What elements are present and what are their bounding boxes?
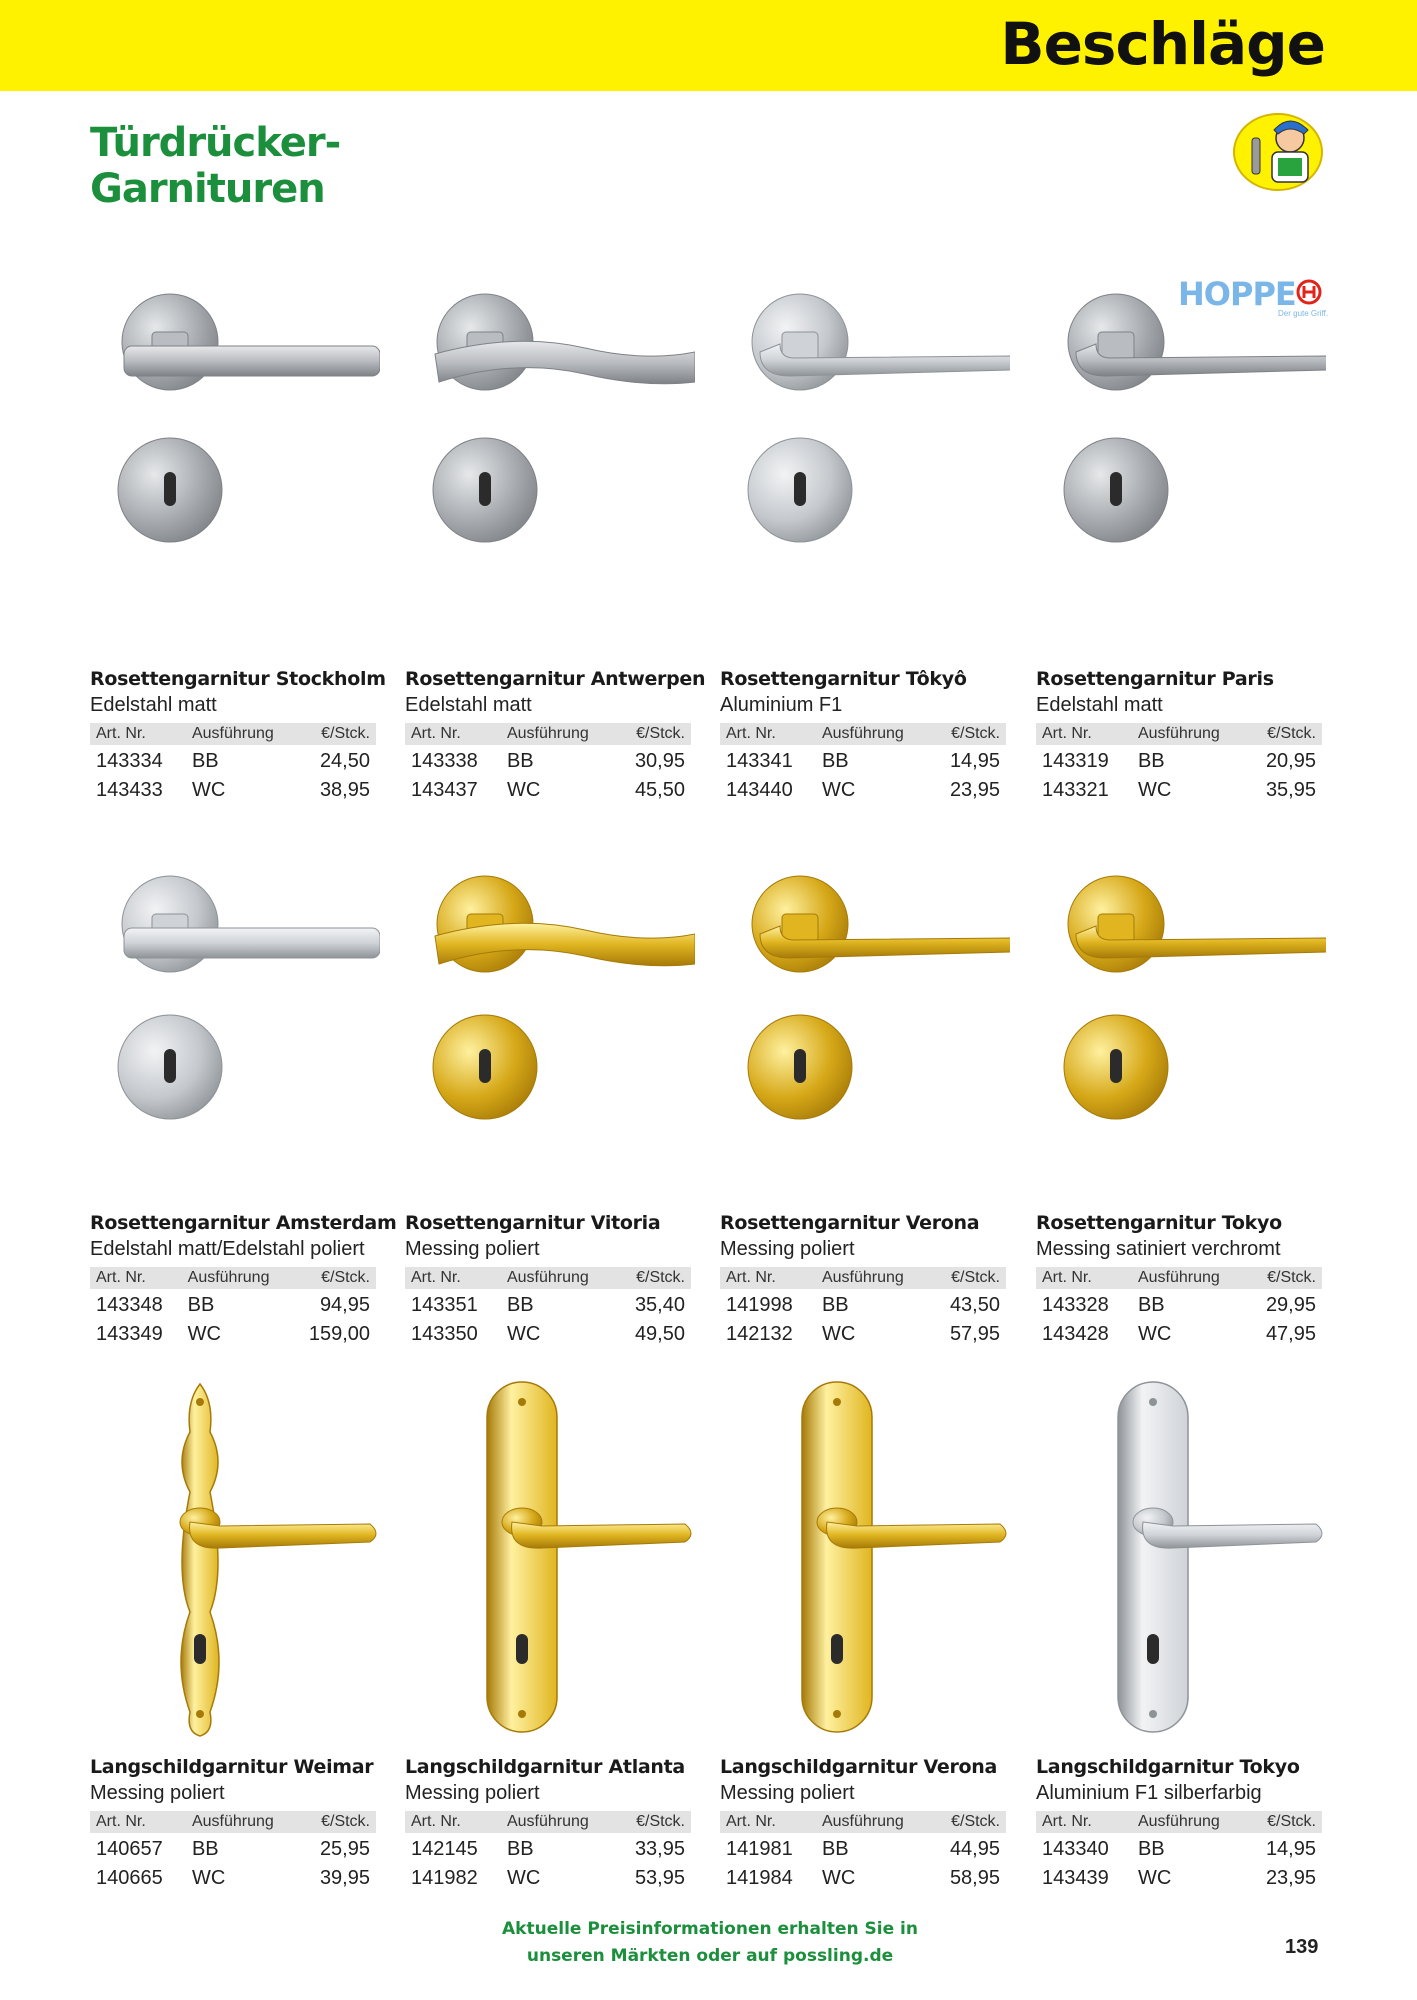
product-material: Messing poliert: [405, 1238, 540, 1260]
art-nr: 143437: [411, 778, 478, 801]
ausfuehrung: BB: [1137, 1837, 1165, 1860]
section-title-line1: Türdrücker-: [90, 120, 341, 166]
ausfuehrung: BB: [191, 749, 219, 772]
price-table-header: [90, 723, 376, 745]
price-table: [90, 1267, 376, 1347]
col-art-nr: Art. Nr.: [90, 1267, 182, 1289]
ausfuehrung: BB: [821, 1837, 849, 1860]
price: 33,95: [634, 1837, 685, 1860]
product-image: [90, 1372, 380, 1742]
product-name: Langschildgarnitur Weimar: [90, 1756, 374, 1778]
mascot-logo: [1232, 108, 1324, 192]
ausfuehrung: BB: [1137, 1293, 1165, 1316]
col-ausfuehrung: Ausführung: [1132, 1267, 1246, 1289]
product-image: [1036, 270, 1329, 600]
product-name: Rosettengarnitur Verona: [720, 1212, 980, 1234]
col-art-nr: Art. Nr.: [405, 723, 501, 745]
ausfuehrung: BB: [821, 749, 849, 772]
price: 14,95: [1265, 1837, 1316, 1860]
price-table: [1036, 723, 1322, 803]
col-art-nr: Art. Nr.: [405, 1811, 501, 1833]
product-image: [720, 852, 1010, 1177]
product-info: [90, 1212, 397, 1347]
col-art-nr: Art. Nr.: [720, 1811, 816, 1833]
price-table-header: [90, 1811, 376, 1833]
table-row: [405, 745, 691, 774]
ausfuehrung: BB: [506, 749, 534, 772]
col-art-nr: Art. Nr.: [1036, 723, 1132, 745]
col-art-nr: Art. Nr.: [1036, 1811, 1132, 1833]
product-name: Langschildgarnitur Verona: [720, 1756, 998, 1778]
table-row: [405, 1318, 691, 1347]
table-row: [720, 745, 1006, 774]
product-name: Rosettengarnitur Amsterdam: [90, 1212, 397, 1234]
footer-note: [420, 1916, 1000, 1970]
col-art-nr: Art. Nr.: [720, 1267, 816, 1289]
product-name: Rosettengarnitur Vitoria: [405, 1212, 661, 1234]
product-material: Aluminium F1: [720, 694, 843, 716]
art-nr: 143351: [411, 1293, 478, 1316]
table-row: [405, 1289, 691, 1318]
ausfuehrung: WC: [1137, 778, 1172, 801]
price: 23,95: [949, 778, 1000, 801]
art-nr: 143348: [96, 1293, 163, 1316]
price-table-header: [405, 1811, 691, 1833]
col-ausfuehrung: Ausführung: [186, 723, 300, 745]
product-material: Edelstahl matt: [405, 694, 532, 716]
category-title: Beschläge: [1000, 10, 1325, 78]
table-row: [1036, 1862, 1322, 1891]
price-table: [720, 1267, 1006, 1347]
price-table-header: [405, 1267, 691, 1289]
product-name: Rosettengarnitur Antwerpen: [405, 668, 706, 690]
price: 159,00: [308, 1322, 370, 1345]
product-info: [405, 1756, 691, 1891]
col-price: €/Stck.: [930, 1811, 1006, 1833]
table-row: [1036, 1833, 1322, 1862]
col-art-nr: Art. Nr.: [405, 1267, 501, 1289]
art-nr: 142145: [411, 1837, 478, 1860]
table-row: [1036, 1289, 1322, 1318]
product-info: [90, 668, 386, 803]
col-price: €/Stck.: [615, 723, 691, 745]
product-info: [405, 668, 706, 803]
table-row: [405, 1862, 691, 1891]
art-nr: 143350: [411, 1322, 478, 1345]
product-info: [90, 1756, 376, 1891]
price-table-header: [1036, 723, 1322, 745]
price-table-header: [720, 1267, 1006, 1289]
art-nr: 143328: [1042, 1293, 1109, 1316]
table-row: [90, 1833, 376, 1862]
product-name: Rosettengarnitur Stockholm: [90, 668, 386, 690]
table-row: [1036, 1318, 1322, 1347]
table-row: [405, 774, 691, 803]
ausfuehrung: BB: [506, 1837, 534, 1860]
table-row: [1036, 745, 1322, 774]
col-art-nr: Art. Nr.: [90, 723, 186, 745]
product-info: [720, 668, 1006, 803]
section-title: [90, 120, 340, 212]
product-info: [1036, 1212, 1322, 1347]
price-table: [720, 723, 1006, 803]
col-ausfuehrung: Ausführung: [1132, 723, 1246, 745]
col-price: €/Stck.: [291, 1267, 376, 1289]
table-row: [720, 1289, 1006, 1318]
section-title-line2: Garnituren: [90, 166, 325, 212]
price-table: [90, 723, 376, 803]
col-ausfuehrung: Ausführung: [501, 1267, 615, 1289]
col-price: €/Stck.: [615, 1267, 691, 1289]
col-ausfuehrung: Ausführung: [186, 1811, 300, 1833]
product-info: [720, 1212, 1006, 1347]
table-row: [90, 745, 376, 774]
col-ausfuehrung: Ausführung: [816, 723, 930, 745]
product-info: [405, 1212, 691, 1347]
price: 29,95: [1265, 1293, 1316, 1316]
price-table: [405, 1811, 691, 1891]
col-ausfuehrung: Ausführung: [501, 723, 615, 745]
product-image: [405, 1372, 695, 1742]
price: 20,95: [1265, 749, 1316, 772]
price-table-header: [90, 1267, 376, 1289]
ausfuehrung: WC: [821, 778, 856, 801]
art-nr: 140657: [96, 1837, 163, 1860]
ausfuehrung: BB: [1137, 749, 1165, 772]
col-price: €/Stck.: [1246, 723, 1322, 745]
ausfuehrung: WC: [506, 778, 541, 801]
ausfuehrung: BB: [821, 1293, 849, 1316]
product-material: Edelstahl matt: [1036, 694, 1163, 716]
price-table-header: [1036, 1267, 1322, 1289]
col-art-nr: Art. Nr.: [90, 1811, 186, 1833]
art-nr: 143349: [96, 1322, 163, 1345]
price-table: [1036, 1267, 1322, 1347]
product-material: Edelstahl matt/Edelstahl poliert: [90, 1238, 365, 1260]
price: 38,95: [319, 778, 370, 801]
ausfuehrung: WC: [1137, 1322, 1172, 1345]
art-nr: 143334: [96, 749, 163, 772]
col-price: €/Stck.: [300, 1811, 376, 1833]
product-image: [405, 270, 695, 600]
footer-line1: Aktuelle Preisinformationen erhalten Sie in: [502, 1919, 918, 1939]
art-nr: 142132: [726, 1322, 793, 1345]
product-image: [90, 270, 380, 600]
product-name: Rosettengarnitur Tôkyô: [720, 668, 967, 690]
price: 47,95: [1265, 1322, 1316, 1345]
price-table: [405, 723, 691, 803]
art-nr: 143341: [726, 749, 793, 772]
product-info: [720, 1756, 1006, 1891]
col-ausfuehrung: Ausführung: [816, 1811, 930, 1833]
art-nr: 143433: [96, 778, 163, 801]
price-table: [90, 1811, 376, 1891]
ausfuehrung: WC: [821, 1322, 856, 1345]
price: 24,50: [319, 749, 370, 772]
price: 35,95: [1265, 778, 1316, 801]
art-nr: 141998: [726, 1293, 793, 1316]
product-image: [405, 852, 695, 1177]
art-nr: 141982: [411, 1866, 478, 1889]
ausfuehrung: WC: [191, 778, 226, 801]
col-price: €/Stck.: [930, 723, 1006, 745]
product-image: [1036, 852, 1326, 1177]
price: 30,95: [634, 749, 685, 772]
product-name: Rosettengarnitur Paris: [1036, 668, 1274, 690]
price-table-header: [1036, 1811, 1322, 1833]
ausfuehrung: WC: [821, 1866, 856, 1889]
price: 57,95: [949, 1322, 1000, 1345]
art-nr: 140665: [96, 1866, 163, 1889]
art-nr: 143439: [1042, 1866, 1109, 1889]
col-art-nr: Art. Nr.: [1036, 1267, 1132, 1289]
price-table-header: [720, 1811, 1006, 1833]
art-nr: 143338: [411, 749, 478, 772]
art-nr: 141984: [726, 1866, 793, 1889]
col-ausfuehrung: Ausführung: [816, 1267, 930, 1289]
product-image: [1036, 1372, 1326, 1742]
price: 23,95: [1265, 1866, 1316, 1889]
product-material: Aluminium F1 silberfarbig: [1036, 1782, 1262, 1804]
art-nr: 143319: [1042, 749, 1109, 772]
col-price: €/Stck.: [615, 1811, 691, 1833]
price: 49,50: [634, 1322, 685, 1345]
ausfuehrung: WC: [187, 1322, 221, 1345]
art-nr: 143428: [1042, 1322, 1109, 1345]
art-nr: 143321: [1042, 778, 1109, 801]
table-row: [720, 1862, 1006, 1891]
price: 44,95: [949, 1837, 1000, 1860]
price-table: [405, 1267, 691, 1347]
price-table: [720, 1811, 1006, 1891]
product-image: [720, 270, 1010, 600]
product-name: Langschildgarnitur Atlanta: [405, 1756, 685, 1778]
col-price: €/Stck.: [1246, 1267, 1322, 1289]
price: 53,95: [634, 1866, 685, 1889]
table-row: [720, 774, 1006, 803]
col-ausfuehrung: Ausführung: [1132, 1811, 1246, 1833]
footer-line2: unseren Märkten oder auf possling.de: [526, 1946, 894, 1966]
product-info: [1036, 668, 1322, 803]
table-row: [720, 1833, 1006, 1862]
ausfuehrung: BB: [506, 1293, 534, 1316]
product-info: [1036, 1756, 1322, 1891]
col-art-nr: Art. Nr.: [720, 723, 816, 745]
ausfuehrung: WC: [506, 1322, 541, 1345]
price: 35,40: [634, 1293, 685, 1316]
ausfuehrung: BB: [187, 1293, 215, 1316]
ausfuehrung: WC: [191, 1866, 226, 1889]
hoppe-tagline: Der gute Griff.: [1278, 309, 1329, 318]
price: 43,50: [949, 1293, 1000, 1316]
price: 94,95: [319, 1293, 370, 1316]
price: 45,50: [634, 778, 685, 801]
col-ausfuehrung: Ausführung: [501, 1811, 615, 1833]
product-material: Messing poliert: [90, 1782, 225, 1804]
price: 39,95: [319, 1866, 370, 1889]
col-price: €/Stck.: [930, 1267, 1006, 1289]
col-ausfuehrung: Ausführung: [182, 1267, 291, 1289]
table-row: [90, 1862, 376, 1891]
table-row: [90, 774, 376, 803]
product-image: [90, 852, 380, 1177]
product-material: Messing poliert: [720, 1782, 855, 1804]
ausfuehrung: WC: [506, 1866, 541, 1889]
table-row: [720, 1318, 1006, 1347]
product-name: Rosettengarnitur Tokyo: [1036, 1212, 1282, 1234]
price: 58,95: [949, 1866, 1000, 1889]
art-nr: 141981: [726, 1837, 793, 1860]
hoppe-logo-text: HOPPE: [1178, 275, 1296, 313]
table-row: [405, 1833, 691, 1862]
product-material: Edelstahl matt: [90, 694, 217, 716]
price: 14,95: [949, 749, 1000, 772]
art-nr: 143440: [726, 778, 793, 801]
product-material: Messing satiniert verchromt: [1036, 1238, 1281, 1260]
product-image: [720, 1372, 1010, 1742]
product-material: Messing poliert: [405, 1782, 540, 1804]
price-table-header: [405, 723, 691, 745]
product-material: Messing poliert: [720, 1238, 855, 1260]
ausfuehrung: BB: [191, 1837, 219, 1860]
price-table-header: [720, 723, 1006, 745]
table-row: [1036, 774, 1322, 803]
table-row: [90, 1318, 376, 1347]
table-row: [90, 1289, 376, 1318]
art-nr: 143340: [1042, 1837, 1109, 1860]
product-name: Langschildgarnitur Tokyo: [1036, 1756, 1300, 1778]
col-price: €/Stck.: [1246, 1811, 1322, 1833]
price-table: [1036, 1811, 1322, 1891]
col-price: €/Stck.: [300, 723, 376, 745]
price: 25,95: [319, 1837, 370, 1860]
ausfuehrung: WC: [1137, 1866, 1172, 1889]
page-number: 139: [1285, 1936, 1319, 1958]
